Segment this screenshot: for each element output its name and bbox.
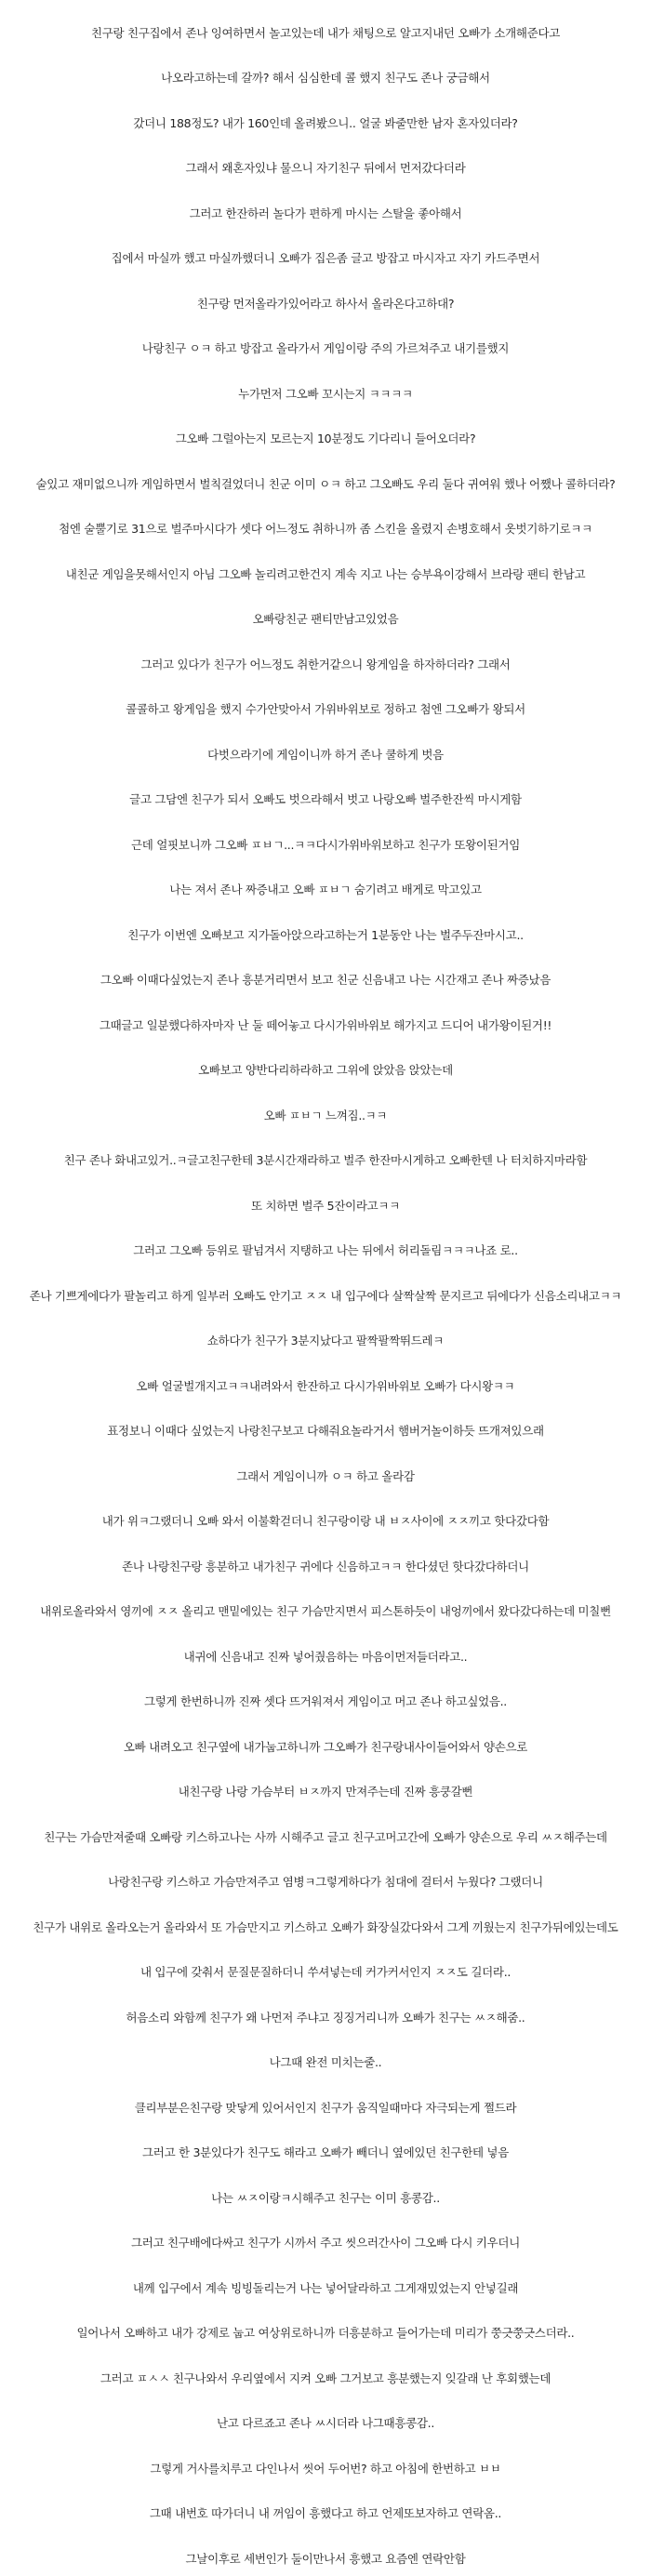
text-line: 갔더니 188정도? 내가 160인데 올려봤으니.. 얼굴 봐줄만한 남자 혼자있더라?: [133, 115, 518, 130]
text-line: 존나 나랑친구랑 흥분하고 내가친구 귀에다 신음하고ㅋㅋ 한다셨던 핫다갔다하더니: [122, 1559, 529, 1573]
text-line: 콜콜하고 왕게임을 했지 수가안맞아서 가위바위보로 정하고 첨엔 그오빠가 왕되서: [126, 702, 525, 716]
text-line: 클리부분은친구랑 맞닿게 있어서인지 친구가 움직일때마다 자극되는게 쩔드라: [134, 2100, 517, 2115]
text-line: 그렇게 한번하니까 진짜 셋다 뜨거워져서 게임이고 머고 존나 하고싶었음..: [144, 1694, 507, 1708]
text-line: 오빠 ㅍㅂㄱ 느껴짐..ㅋㅋ: [263, 1108, 388, 1122]
text-line: 나오라고하는데 갈까? 해서 심심한데 콜 했지 친구도 존나 궁금해서: [161, 71, 490, 85]
text-line: 그러고 ㅍㅅㅅ 친구나와서 우리옆에서 지켜 오빠 그거보고 흥분했는지 잊갈래 난 후회했는데: [100, 2370, 551, 2385]
text-line: 친구 존나 화내고있거..ㅋ글고친구한테 3분시간재라하고 벌주 한잔마시게하고 오빠한텐 나 터치하지마라함: [63, 1153, 588, 1167]
text-line: 친구가 내위로 올라오는거 올라와서 또 가슴만지고 키스하고 오빠가 화장실갔다와서 그게 끼웠는지 친구가뒤에있는데도: [33, 1919, 618, 1934]
text-line: 내께 입구에서 계속 빙빙돌리는거 나는 넣어달라하고 그게재밌었는지 안넣길래: [132, 2280, 519, 2295]
text-line: 그래서 왜혼자있냐 물으니 자기친구 뒤에서 먼저갔다더라: [185, 161, 466, 175]
text-line: 그러고 그오빠 등위로 팔넘겨서 지탱하고 나는 뒤에서 허리돌림ㅋㅋㅋ나죠 로..: [133, 1243, 518, 1257]
text-line: 그러고 한잔하러 놀다가 편하게 마시는 스탈을 좋아해서: [189, 206, 462, 220]
text-line: 허음소리 와함께 친구가 왜 나먼저 주냐고 징징거리니까 오빠가 친구는 ㅆㅈ해줌..: [126, 2010, 525, 2025]
text-line: 내가 위ㅋ그랬더니 오빠 와서 이불확걷더니 친구랑이랑 내 ㅂㅈ사이에 ㅈㅈ끼고 핫다갔다함: [101, 1514, 550, 1528]
text-line: 근데 얼핏보니까 그오빠 ㅍㅂㄱ...ㅋㅋ다시가위바위보하고 친구가 또왕이된거임: [131, 837, 520, 852]
text-line: 나그때 완전 미치는줄..: [269, 2055, 382, 2069]
text-line: 표정보니 이때다 싶었는지 나랑친구보고 다해줘요놀라거서 햄버거놀이하듯 뜨개져있으래: [107, 1424, 544, 1438]
text-line: 오빠 얼굴벌개지고ㅋㅋ내려와서 한잔하고 다시가위바위보 오빠가 다시왕ㅋㅋ: [136, 1378, 515, 1393]
text-line: 친구랑 친구집에서 존나 잉여하면서 놀고있는데 내가 채팅으로 알고지내던 오빠가 소개해준다고: [90, 25, 561, 40]
text-line: 친구는 가슴만져줄때 오빠랑 키스하고나는 사까 시해주고 글고 친구고머고간에 오빠가 양손으로 우리 ㅆㅈ해주는데: [44, 1829, 607, 1844]
text-line: 나는 져서 존나 짜증내고 오빠 ㅍㅂㄱ 숨기려고 배게로 막고있고: [169, 883, 482, 896]
text-line: 그렇게 거사를치루고 다인나서 씻어 두어번? 하고 아침에 한번하고 ㅂㅂ: [150, 2461, 501, 2476]
text-line: 쇼하다가 친구가 3분지났다고 팔짝팔짝뛰드레ㅋ: [206, 1334, 445, 1348]
text-line: 존나 기쁘게에다가 팔놀리고 하게 일부러 오빠도 안기고 ㅈㅈ 내 입구에다 살짝살짝 문지르고 뒤에다가 신음소리내고ㅋㅋ: [29, 1288, 622, 1303]
text-line: 내친구랑 나랑 가슴부터 ㅂㅈ까지 만져주는데 진짜 흥쿵갈뻔: [178, 1785, 473, 1799]
text-line: 누가먼저 그오빠 꼬시는지 ㅋㅋㅋㅋ: [238, 386, 413, 401]
text-line: 또 치하면 벌주 5잔이라고ㅋㅋ: [251, 1198, 400, 1213]
text-line: 그러고 있다가 친구가 어느정도 취한거같으니 왕게임을 하자하더라? 그래서: [140, 657, 511, 671]
text-line: 내친군 게임을못해서인지 아님 그오빠 놀리려고한건지 계속 지고 나는 승부욕이강해서 브라랑 팬티 한남고: [65, 566, 586, 581]
text-line: 그러고 한 3분있다가 친구도 해라고 오빠가 빼더니 옆에있던 친구한테 넣음: [142, 2145, 509, 2159]
text-line: 오빠랑친군 팬티만남고있었음: [252, 612, 399, 626]
text-line: 집에서 마실까 했고 마실까했더니 오빠가 집은좀 글고 방잡고 마시자고 자기 카드주면서: [111, 251, 540, 265]
text-line: 그때 내번호 따가더니 내 꺼임이 흥했다고 하고 언제또보자하고 연락옴..: [149, 2506, 502, 2520]
text-line: 친구가 이번엔 오빠보고 지가돌아앉으라고하는거 1분동안 나는 벌주두잔마시고..: [127, 927, 524, 942]
text-line: 그때글고 일분했다하자마자 난 둘 떼어놓고 다시가위바위보 해가지고 드디어 내가왕이된거!!: [99, 1017, 552, 1032]
text-line: 첨엔 술뿔기로 31으로 벌주마시다가 셋다 어느정도 취하니까 좀 스킨을 올렸지 손병호해서 옷벗기하기로ㅋㅋ: [59, 522, 592, 536]
text-line: 친구랑 먼저올라가있어라고 하사서 올라온다고하대?: [196, 296, 455, 311]
text-line: 내 입구에 갖춰서 문질문질하더니 쑤셔넣는데 커가커서인지 ㅈㅈ도 길더라..: [140, 1965, 512, 1979]
text-line: 나랑친구 ㅇㅋ 하고 방잡고 올라가서 게임이랑 주의 가르쳐주고 내기를했지: [141, 341, 510, 355]
text-line: 그오빠 이때다싶었는지 존나 흥분거리면서 보고 친군 신음내고 나는 시간재고 존나 짜증났음: [100, 973, 551, 987]
text-line: 그러고 친구배에다싸고 친구가 시까서 주고 씻으러간사이 그오빠 다시 키우더니: [131, 2236, 520, 2250]
text-line: 술있고 재미없으니까 게임하면서 벌칙걸었더니 친군 이미 ㅇㅋ 하고 그오빠도 우리 둘다 귀여워 했나 어쨌나 콜하더라?: [35, 476, 616, 491]
text-line: 다벗으라기에 게임이니까 하거 존나 쿨하게 벗음: [207, 747, 444, 762]
text-line: 난고 다르죠고 존나 ㅆ시더라 나그때흥콩감..: [217, 2416, 434, 2430]
text-line: 오빠보고 양반다리하라하고 그위에 앉았음 앉았는데: [198, 1063, 453, 1077]
text-line: 내귀에 신음내고 진짜 넣어줬음하는 마음이먼저들더라고..: [183, 1649, 468, 1664]
text-line: 내위로올라와서 영끼에 ㅈㅈ 올리고 맨밑에있는 친구 가슴만지면서 피스톤하듯이 내엉끼에서 왔다갔다하는데 미칠뻔: [40, 1604, 611, 1618]
text-line: 그날이후로 세번인가 둘이만나서 흥했고 요즘엔 연락안함: [185, 2551, 466, 2566]
text-line: 나는 ㅆㅈ이랑ㅋ시해주고 친구는 이미 흥콩감..: [211, 2190, 440, 2205]
text-line: 나랑친구랑 키스하고 가슴만져주고 염병ㅋ그렇게하다가 침대에 걸터서 누웠다? 그랬더니: [108, 1875, 543, 1889]
text-line: 그오빠 그럴아는지 모르는지 10분정도 기다리니 들어오더라?: [175, 432, 476, 445]
text-line: 일어나서 오빠하고 내가 강제로 눕고 여상위로하니까 더흥분하고 들어가는데 미리가 쭝긋쭝긋스더라..: [76, 2326, 575, 2340]
text-line: 오빠 내려오고 친구옆에 내가눕고하니까 그오빠가 친구랑내사이들어와서 양손으로: [123, 1739, 528, 1754]
text-line: 그래서 게임이니까 ㅇㅋ 하고 올라감: [236, 1468, 415, 1483]
text-line: 글고 그담엔 친구가 되서 오빠도 벗으라해서 벗고 나랑오빠 벌주한잔씩 마시게함: [129, 792, 522, 806]
